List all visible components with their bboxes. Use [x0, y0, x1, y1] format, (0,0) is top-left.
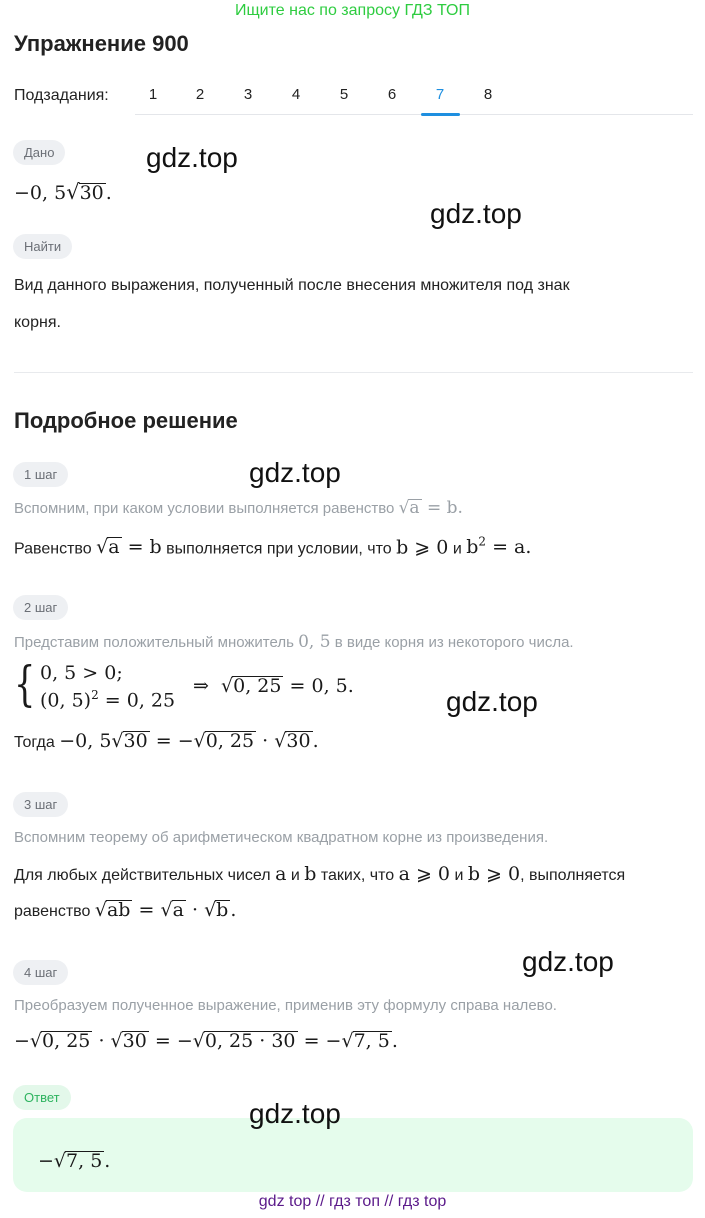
watermark: gdz.top	[446, 686, 538, 717]
step-4-pill: 4 шаг	[13, 960, 68, 985]
section-divider	[14, 372, 693, 373]
tab-subtask-6[interactable]: 6	[387, 86, 397, 103]
find-text-line1: Вид данного выражения, полученный после внесения множителя под знак	[14, 277, 570, 294]
tab-subtask-4[interactable]: 4	[291, 86, 301, 103]
system-line-1: 0, 5 > 0;	[40, 662, 123, 684]
tab-subtask-5[interactable]: 5	[339, 86, 349, 103]
watermark: gdz.top	[249, 457, 341, 488]
step-4-hint: Преобразуем полученное выражение, применив эту формулу справа налево.	[14, 997, 557, 1014]
given-pill: Дано	[13, 140, 65, 165]
exercise-title: Упражнение 900	[14, 31, 189, 56]
given-expression: −0, 5√30 .	[14, 180, 112, 204]
watermark: gdz.top	[430, 198, 522, 229]
step-3-pill: 3 шаг	[13, 792, 68, 817]
footer-links: gdz top // гдз топ // гдз top	[258, 1193, 447, 1210]
answer-pill: Ответ	[13, 1085, 71, 1110]
step-2-hint: Представим положительный множитель 0, 5 в виде корня из некоторого числа.	[14, 632, 574, 652]
step-3-hint: Вспомним теорему об арифметическом квадратном корне из произведения.	[14, 829, 549, 846]
system-brace: {	[14, 656, 36, 712]
watermark: gdz.top	[146, 142, 238, 173]
solution-title: Подробное решение	[14, 408, 238, 433]
system-result: ⇒ √0, 25 = 0, 5.	[193, 675, 354, 697]
active-tab-indicator	[421, 113, 460, 116]
tab-subtask-8[interactable]: 8	[483, 86, 493, 103]
tab-subtask-3[interactable]: 3	[243, 86, 253, 103]
search-banner: Ищите нас по запросу ГДЗ ТОП	[235, 2, 470, 19]
step-2-then: Тогда −0, 5√30 = −√0, 25 · √30 .	[14, 730, 319, 752]
step-1-pill: 1 шаг	[13, 462, 68, 487]
system-line-2: (0, 5)$^2$ = 0, 25	[40, 688, 176, 712]
answer-box	[13, 1118, 693, 1192]
watermark: gdz.top	[522, 946, 614, 977]
step-1-statement: Равенство √a = b выполняется при условии, что b ⩾ 0 и $b^2 = a$.	[14, 535, 532, 559]
step-4-expression: −√0, 25 · √30 = −√0, 25 · 30 = −√7, 5 .	[14, 1030, 398, 1052]
watermark: gdz.top	[249, 1098, 341, 1129]
find-pill: Найти	[13, 234, 72, 259]
step-3-line-2: равенство √ab = √a · √b .	[14, 899, 237, 921]
answer-expression: −√7, 5 .	[38, 1150, 111, 1172]
step-1-hint: Вспомним, при каком условии выполняется равенство √a = b.	[14, 498, 463, 518]
subtasks-label: Подзадания:	[14, 87, 109, 104]
step-3-line-1: Для любых действительных чисел a и b таких, что a ⩾ 0 и b ⩾ 0, выполняется	[14, 863, 626, 885]
tabs-divider	[135, 114, 693, 115]
tab-subtask-1[interactable]: 1	[148, 86, 158, 103]
tab-subtask-2[interactable]: 2	[195, 86, 205, 103]
tab-subtask-7[interactable]: 7	[435, 86, 445, 103]
find-text-line2: корня.	[14, 314, 61, 331]
step-2-pill: 2 шаг	[13, 595, 68, 620]
